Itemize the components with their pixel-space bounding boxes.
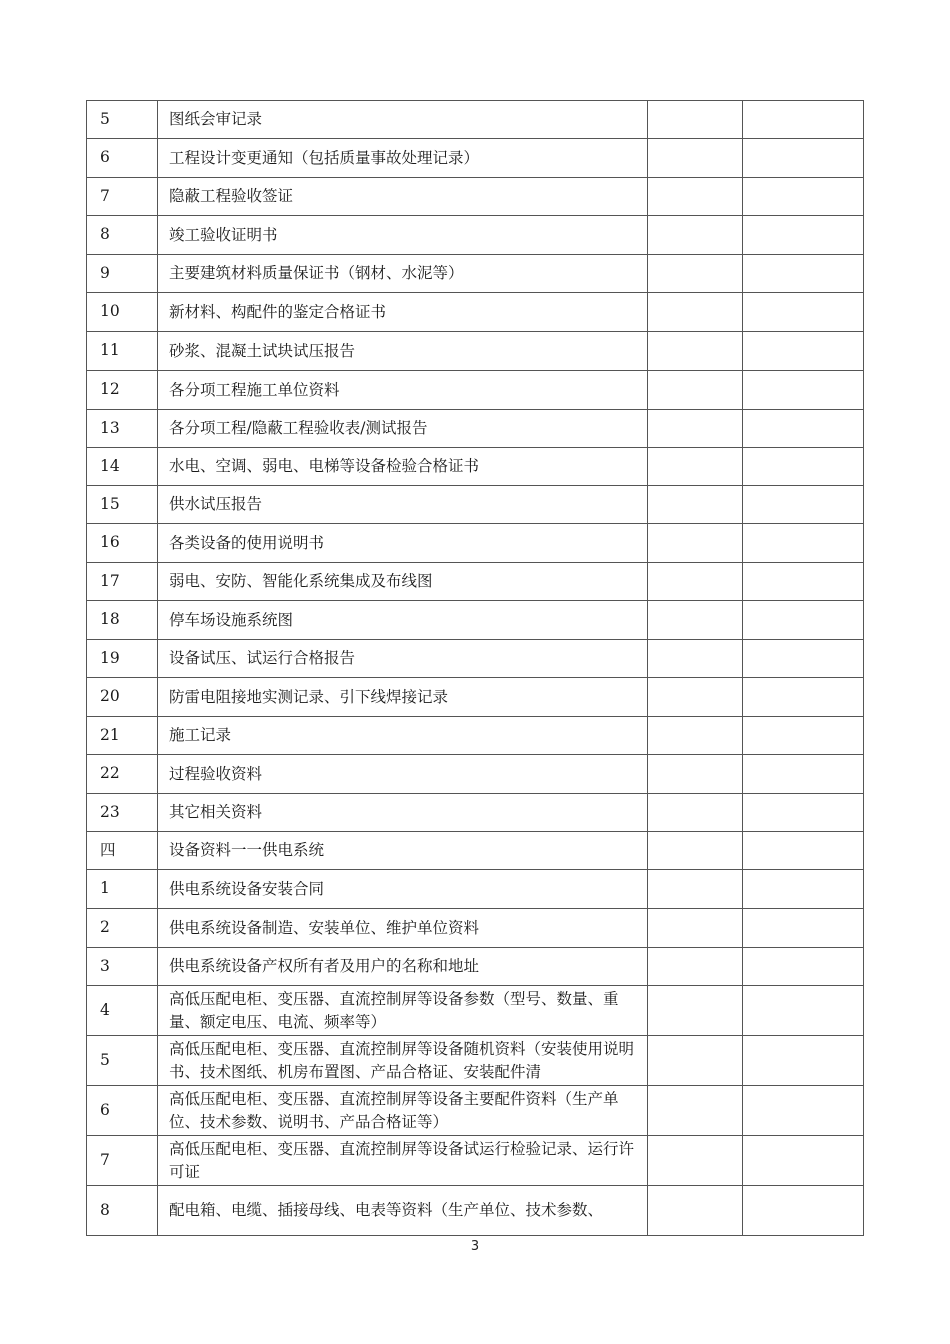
row-item — [158, 1086, 648, 1136]
row-item-text: 配电箱、电缆、插接母线、电表等资料（生产单位、技术参数、 — [169, 1201, 604, 1219]
row-item: 防雷电阻接地实测记录、引下线焊接记录 — [158, 678, 648, 717]
row-number: 19 — [87, 640, 158, 678]
row-item: 供电系统设备制造、安装单位、维护单位资料 — [158, 909, 648, 948]
table-row — [87, 678, 864, 717]
row-number: 9 — [87, 255, 158, 293]
row-item-text: 高低压配电柜、变压器、直流控制屏等设备参数（型号、数量、重量、额定电压、电流、频率等） — [169, 989, 619, 1031]
row-item: 施工记录 — [158, 717, 648, 755]
blank-cell — [743, 832, 864, 870]
table-row — [87, 486, 864, 524]
row-number: 18 — [87, 601, 158, 640]
row-item-text: 高低压配电柜、变压器、直流控制屏等设备试运行检验记录、运行许可证 — [169, 1139, 635, 1181]
row-item — [158, 1136, 648, 1186]
blank-cell — [743, 1036, 864, 1086]
row-item: 过程验收资料 — [158, 755, 648, 794]
blank-cell — [648, 678, 743, 717]
row-number: 1 — [87, 870, 158, 909]
row-item: 设备试压、试运行合格报告 — [158, 640, 648, 678]
table-row — [87, 293, 864, 332]
row-number: 4 — [87, 986, 158, 1036]
blank-cell — [648, 1036, 743, 1086]
table-row — [87, 1086, 864, 1136]
row-number: 22 — [87, 755, 158, 794]
blank-cell — [648, 332, 743, 371]
row-number: 6 — [87, 139, 158, 178]
blank-cell — [743, 1186, 864, 1236]
blank-cell — [743, 717, 864, 755]
blank-cell — [743, 332, 864, 371]
blank-cell — [743, 139, 864, 178]
row-item: 各分项工程/隐蔽工程验收表/测试报告 — [158, 410, 648, 448]
blank-cell — [743, 1136, 864, 1186]
table-row — [87, 1136, 864, 1186]
blank-cell — [648, 524, 743, 563]
row-item: 新材料、构配件的鉴定合格证书 — [158, 293, 648, 332]
row-item: 其它相关资料 — [158, 794, 648, 832]
blank-cell — [648, 986, 743, 1036]
blank-cell — [743, 255, 864, 293]
blank-cell — [743, 1086, 864, 1136]
row-item: 砂浆、混凝土试块试压报告 — [158, 332, 648, 371]
row-item — [158, 1036, 648, 1086]
row-number: 21 — [87, 717, 158, 755]
table-row — [87, 524, 864, 563]
table-row — [87, 601, 864, 640]
blank-cell — [648, 255, 743, 293]
table-row — [87, 832, 864, 870]
blank-cell — [648, 448, 743, 486]
blank-cell — [648, 870, 743, 909]
blank-cell — [743, 410, 864, 448]
row-item: 供电系统设备产权所有者及用户的名称和地址 — [158, 948, 648, 986]
row-item: 图纸会审记录 — [158, 101, 648, 139]
blank-cell — [648, 178, 743, 216]
row-number: 3 — [87, 948, 158, 986]
table-row — [87, 986, 864, 1036]
blank-cell — [743, 178, 864, 216]
blank-cell — [743, 524, 864, 563]
blank-cell — [743, 486, 864, 524]
section-heading: 设备资料一一供电系统 — [158, 832, 648, 870]
blank-cell — [743, 986, 864, 1036]
blank-cell — [743, 794, 864, 832]
blank-cell — [648, 293, 743, 332]
blank-cell — [648, 1186, 743, 1236]
row-number: 8 — [87, 1186, 158, 1236]
blank-cell — [743, 448, 864, 486]
row-item: 各类设备的使用说明书 — [158, 524, 648, 563]
row-number: 23 — [87, 794, 158, 832]
blank-cell — [648, 909, 743, 948]
page-number: 3 — [470, 1239, 480, 1254]
blank-cell — [648, 717, 743, 755]
row-number: 20 — [87, 678, 158, 717]
row-item: 弱电、安防、智能化系统集成及布线图 — [158, 563, 648, 601]
table-row — [87, 755, 864, 794]
blank-cell — [743, 563, 864, 601]
row-item: 供水试压报告 — [158, 486, 648, 524]
blank-cell — [743, 371, 864, 410]
table-row — [87, 909, 864, 948]
row-item: 停车场设施系统图 — [158, 601, 648, 640]
row-item: 隐蔽工程验收签证 — [158, 178, 648, 216]
blank-cell — [648, 410, 743, 448]
table-row — [87, 717, 864, 755]
row-item: 供电系统设备安装合同 — [158, 870, 648, 909]
table-row — [87, 948, 864, 986]
row-number: 2 — [87, 909, 158, 948]
table-row — [87, 255, 864, 293]
row-number: 5 — [87, 1036, 158, 1086]
archive-checklist-table — [86, 100, 864, 1236]
blank-cell — [743, 216, 864, 255]
row-number: 6 — [87, 1086, 158, 1136]
row-number: 15 — [87, 486, 158, 524]
blank-cell — [648, 640, 743, 678]
row-item: 水电、空调、弱电、电梯等设备检验合格证书 — [158, 448, 648, 486]
blank-cell — [648, 216, 743, 255]
blank-cell — [648, 832, 743, 870]
blank-cell — [648, 794, 743, 832]
blank-cell — [743, 293, 864, 332]
blank-cell — [648, 486, 743, 524]
row-number: 14 — [87, 448, 158, 486]
row-item: 主要建筑材料质量保证书（钢材、水泥等） — [158, 255, 648, 293]
table-row — [87, 870, 864, 909]
blank-cell — [648, 948, 743, 986]
table-row — [87, 178, 864, 216]
row-number: 8 — [87, 216, 158, 255]
table-row — [87, 410, 864, 448]
table-row — [87, 563, 864, 601]
row-item: 各分项工程施工单位资料 — [158, 371, 648, 410]
row-item: 工程设计变更通知（包括质量事故处理记录） — [158, 139, 648, 178]
table-row — [87, 794, 864, 832]
blank-cell — [648, 601, 743, 640]
blank-cell — [743, 601, 864, 640]
row-item-text: 高低压配电柜、变压器、直流控制屏等设备随机资料（安装使用说明书、技术图纸、机房布置图、产品合格证、安装配件清 — [169, 1039, 635, 1081]
row-number: 四 — [87, 832, 158, 870]
row-number: 17 — [87, 563, 158, 601]
blank-cell — [743, 640, 864, 678]
blank-cell — [743, 870, 864, 909]
table-row — [87, 640, 864, 678]
row-number: 11 — [87, 332, 158, 371]
table-row — [87, 332, 864, 371]
row-item — [158, 1186, 648, 1236]
row-number: 5 — [87, 101, 158, 139]
row-item — [158, 986, 648, 1036]
row-number: 12 — [87, 371, 158, 410]
row-item-text: 高低压配电柜、变压器、直流控制屏等设备主要配件资料（生产单位、技术参数、说明书、产品合格证等） — [169, 1089, 619, 1131]
blank-cell — [648, 1086, 743, 1136]
table-row — [87, 1036, 864, 1086]
row-number: 16 — [87, 524, 158, 563]
blank-cell — [648, 101, 743, 139]
row-number: 7 — [87, 178, 158, 216]
table-row — [87, 1186, 864, 1236]
table-row — [87, 216, 864, 255]
table-row — [87, 101, 864, 139]
row-number: 10 — [87, 293, 158, 332]
table-row — [87, 371, 864, 410]
blank-cell — [743, 678, 864, 717]
blank-cell — [648, 139, 743, 178]
blank-cell — [743, 755, 864, 794]
table-row — [87, 448, 864, 486]
blank-cell — [648, 1136, 743, 1186]
blank-cell — [648, 563, 743, 601]
blank-cell — [648, 755, 743, 794]
row-number: 7 — [87, 1136, 158, 1186]
row-item: 竣工验收证明书 — [158, 216, 648, 255]
blank-cell — [743, 101, 864, 139]
table-row — [87, 139, 864, 178]
blank-cell — [648, 371, 743, 410]
blank-cell — [743, 948, 864, 986]
row-number: 13 — [87, 410, 158, 448]
blank-cell — [743, 909, 864, 948]
